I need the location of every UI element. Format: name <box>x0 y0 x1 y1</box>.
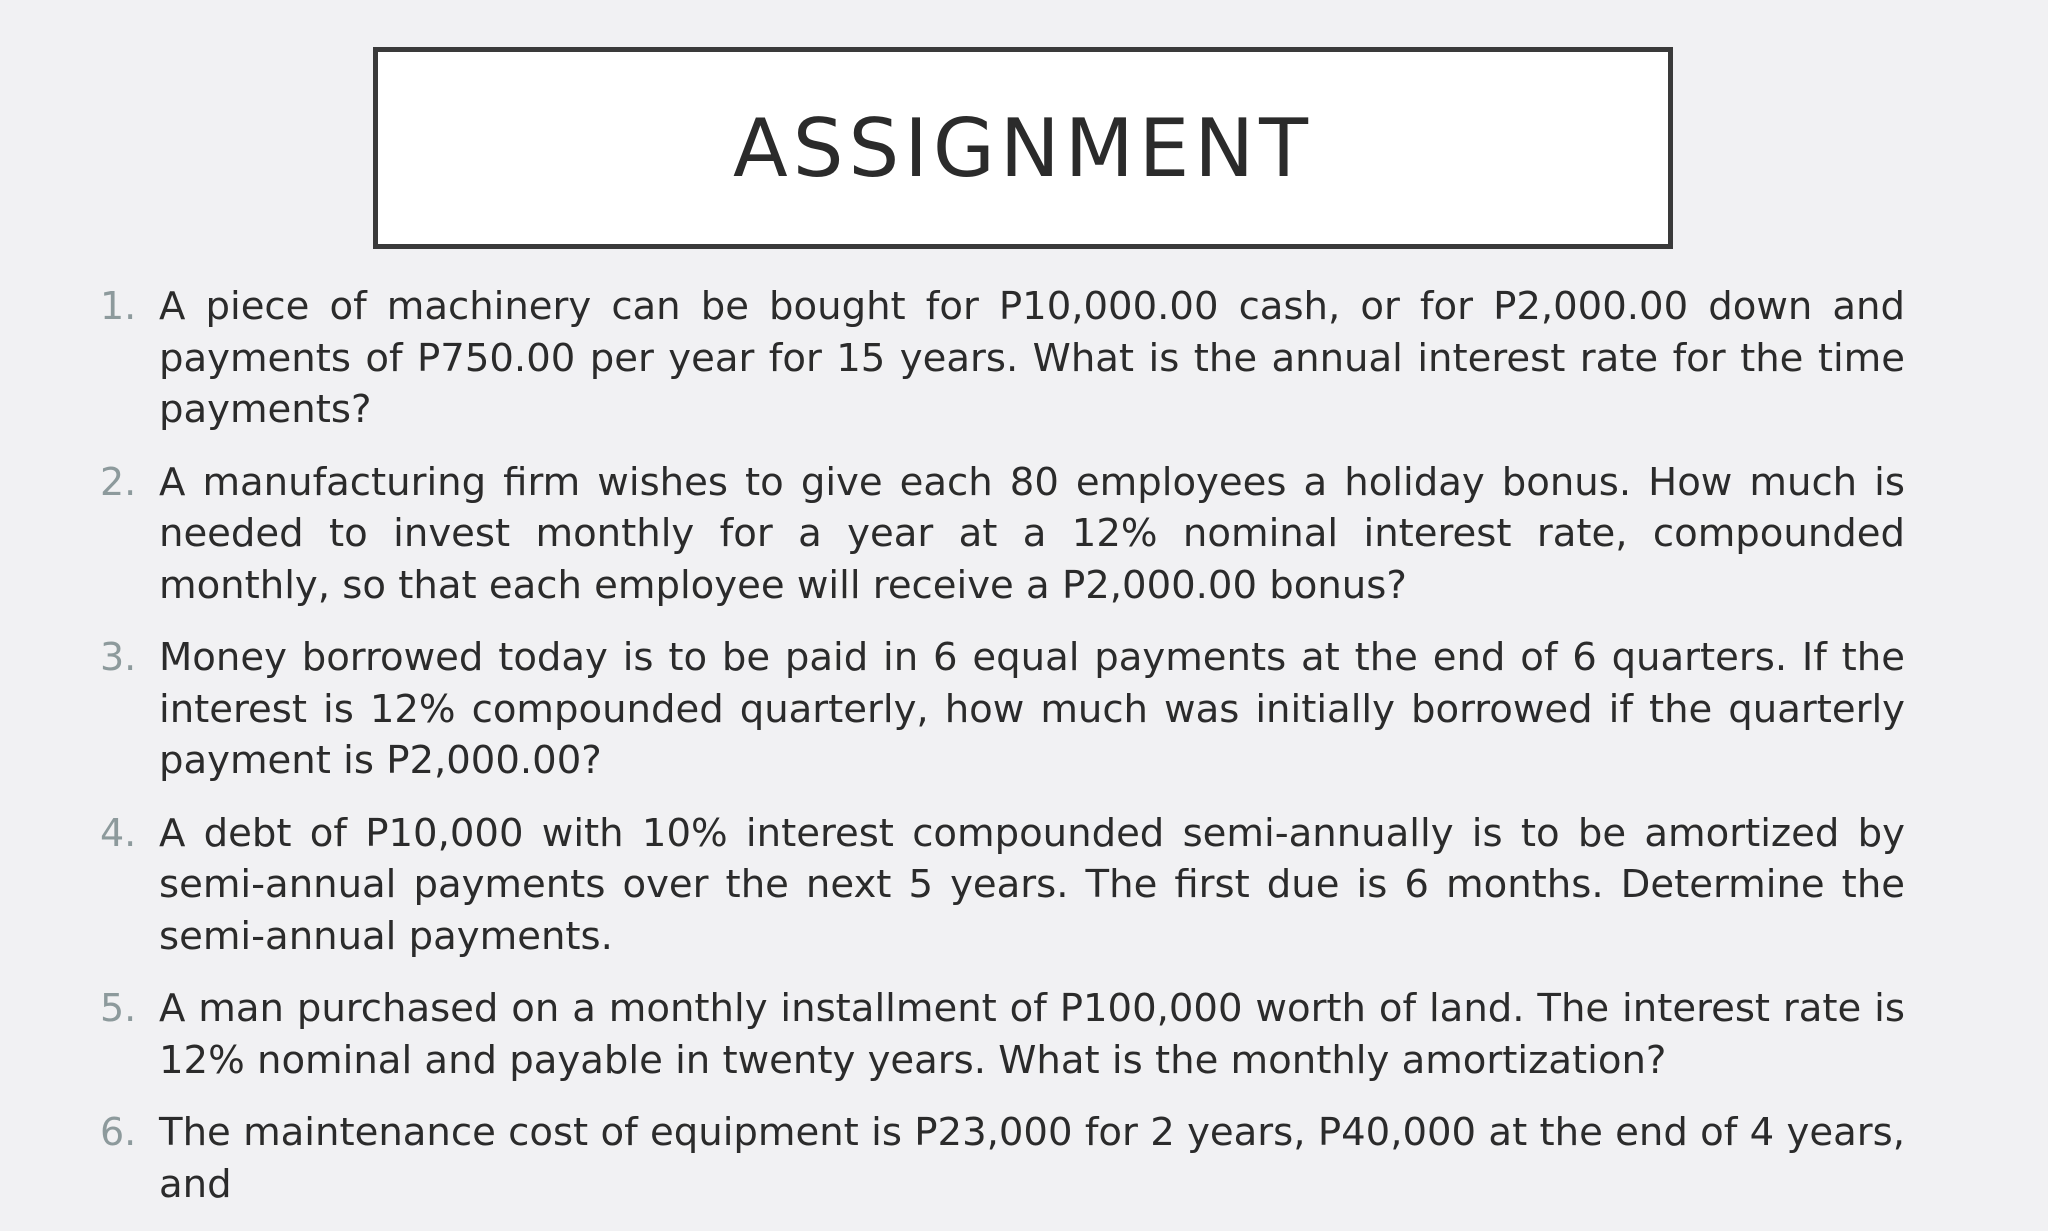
title-box <box>373 47 1673 249</box>
question-number: 6. <box>100 1110 137 1154</box>
question-item-3 <box>0 632 2048 787</box>
question-item-2 <box>0 457 2048 612</box>
question-item-1 <box>0 281 2048 436</box>
question-text: A man purchased on a monthly installment of P100,000 worth of land. The interest rate is 12% nominal and payable in twenty years. What is the monthly amortization? <box>159 986 1905 1083</box>
question-list <box>0 281 2048 1231</box>
question-item-6 <box>0 1107 2048 1210</box>
question-text: A manufacturing firm wishes to give each 80 employees a holiday bonus. How much is needed to invest monthly for a year at a 12% nominal interest rate, compounded monthly, so that each employee will receive a P2,000.00 bonus? <box>159 459 1905 608</box>
question-text: A piece of machinery can be bought for P10,000.00 cash, or for P2,000.00 down and payments of P750.00 per year for 15 years. What is the annual interest rate for the time payments? <box>159 284 1905 432</box>
question-number: 4. <box>100 810 137 855</box>
question-number: 1. <box>100 284 137 328</box>
slide-title: ASSIGNMENT <box>733 101 1313 195</box>
question-number: 3. <box>100 635 137 679</box>
question-number: 2. <box>100 459 137 504</box>
question-text: The maintenance cost of equipment is P23,000 for 2 years, P40,000 at the end of 4 years, and <box>159 1110 1905 1207</box>
question-item-5 <box>0 983 2048 1086</box>
question-text: Money borrowed today is to be paid in 6 equal payments at the end of 6 quarters. If the interest is 12% compounded quarterly, how much was initially borrowed if the quarterly payment is P2,000.00? <box>159 635 1905 783</box>
question-number: 5. <box>100 986 137 1030</box>
question-item-4 <box>0 808 2048 963</box>
question-text: A debt of P10,000 with 10% interest compounded semi-annually is to be amortized by semi-annual payments over the next 5 years. The first due is 6 months. Determine the semi-annual payments. <box>159 810 1905 959</box>
